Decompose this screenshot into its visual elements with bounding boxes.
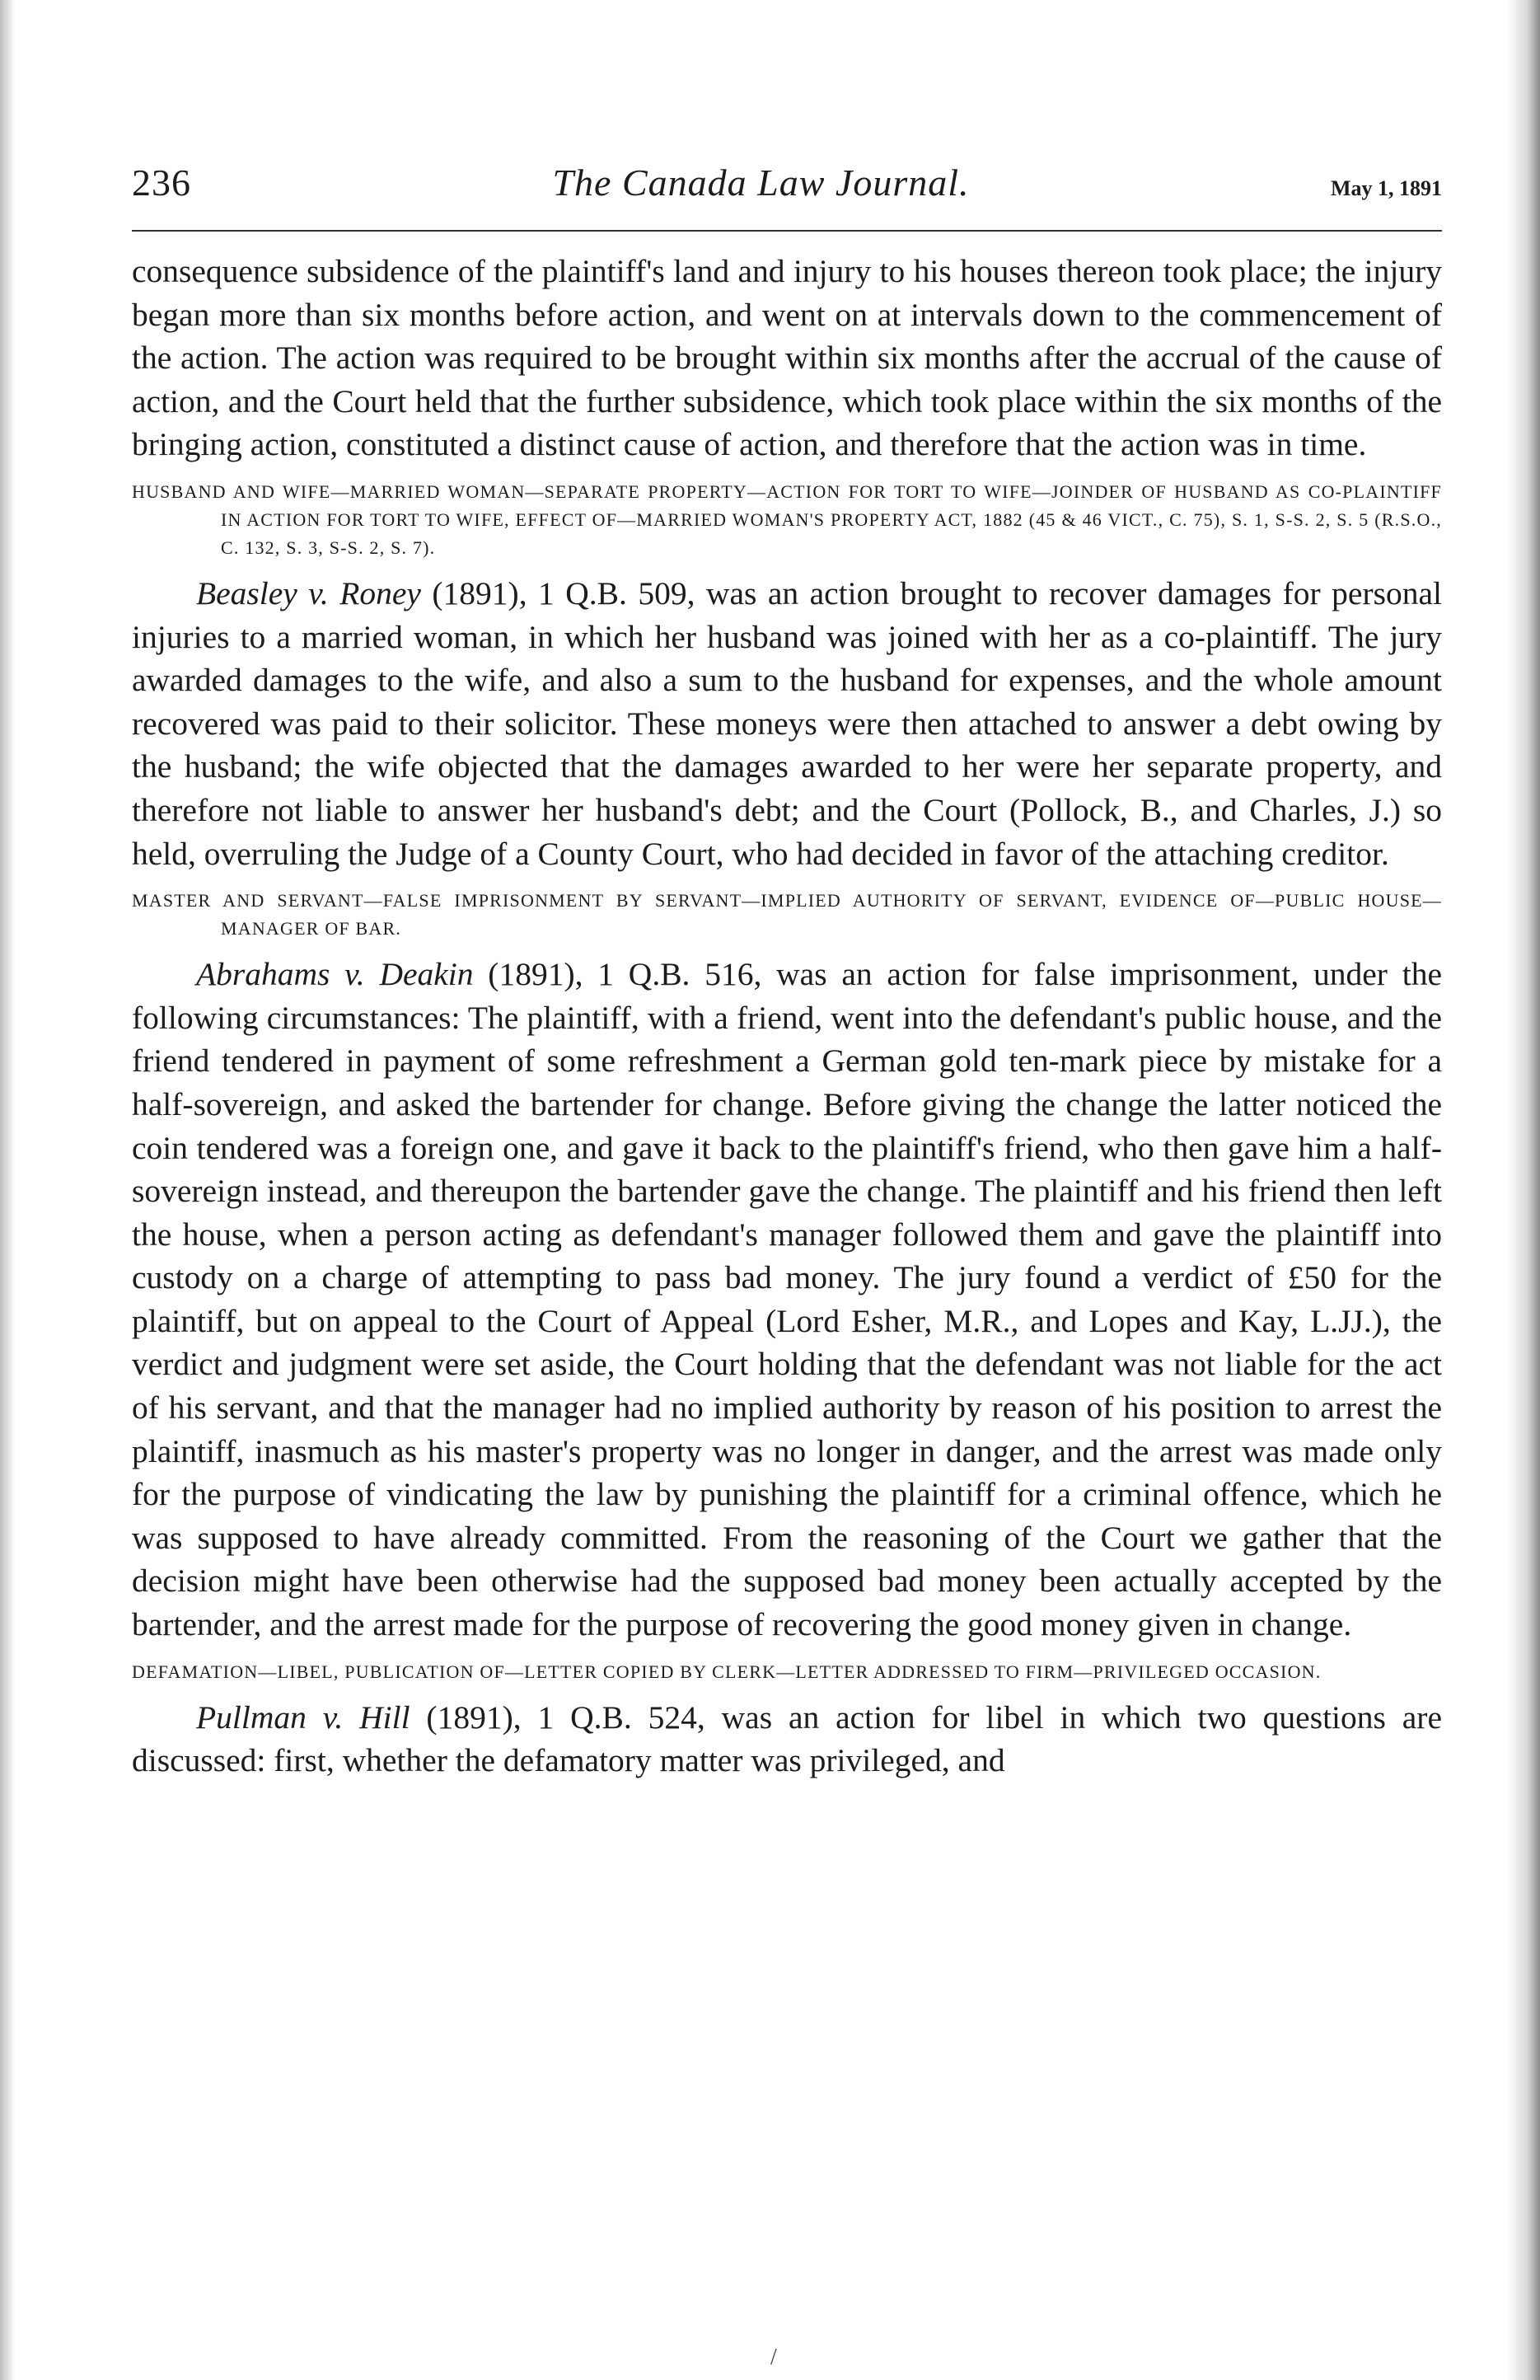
case-text-beasley: (1891), 1 Q.B. 509, was an action brought to recover damages for personal injuries to a married woman, in which her husband was joined with her as a co-plaintiff. The jury awarded damages to the wife, and also a sum to the husband for expenses, and the whole amount recovered was paid to their solicitor. These moneys were then attached to answer a debt owing by the husband; the wife objected that the damages awarded to her were her separate property, and therefore not liable to answer her husband's debt; and the Court (Pollock, B., and Charles, J.) so held, overruling the Judge of a County Court, who had decided in favor of the attaching creditor. xyxy=(132,574,1442,872)
case-text-pullman: (1891), 1 Q.B. 524, was an action for libel in which two questions are discussed: first, whether the defamatory matter was privileged, and xyxy=(132,1698,1442,1779)
case-paragraph-pullman xyxy=(132,1696,1442,1783)
case-paragraph-beasley xyxy=(132,572,1442,875)
page-left-edge xyxy=(0,0,15,2380)
journal-title: The Canada Law Journal. xyxy=(552,162,970,204)
issue-date: May 1, 1891 xyxy=(1330,176,1442,200)
page-number: 236 xyxy=(132,162,191,204)
section-heading-husband-and-wife: HUSBAND AND WIFE—MARRIED WOMAN—SEPARATE PROPERTY—ACTION FOR TORT TO WIFE—JOINDER OF HUSBAND AS CO-PLAINTIFF IN ACTION FOR TORT TO WIFE, EFFECT OF—MARRIED WOMAN'S PROPERTY ACT, 1882 (45 & 46 VICT., C. 75), S. 1, S-S. 2, S. 5 (R.S.O., C. 132, S. 3, S-S. 2, S. 7). xyxy=(132,480,1442,558)
case-text-abrahams: (1891), 1 Q.B. 516, was an action for false imprisonment, under the following circumstances: The plaintiff, with a friend, went into the defendant's public house, and the friend tendered in payment of some refreshment a German gold ten-mark piece by mistake for a half-sovereign, and asked the bartender for change. Before giving the change the latter noticed the coin tendered was a foreign one, and gave it back to the plaintiff's friend, who then gave him a half-sovereign instead, and thereupon the bartender gave the change. The plaintiff and his friend then left the house, when a person acting as defendant's manager followed them and gave the plaintiff into custody on a charge of attempting to pass bad money. The jury found a verdict of £50 for the plaintiff, but on appeal to the Court of Appeal (Lord Esher, M.R., and Lopes and Kay, L.JJ.), the verdict and judgment were set aside, the Court holding that the defendant was not liable for the act of his servant, and that the manager had no implied authority by reason of his position to arrest the plaintiff, inasmuch as his master's property was no longer in danger, and the arrest was made only for the purpose of vindicating the law by punishing the plaintiff for a criminal offence, which he was supposed to have already committed. From the reasoning of the Court we gather that the decision might have been otherwise had the supposed bad money been actually accepted by the bartender, and the arrest made for the purpose of recovering the good money given in change. xyxy=(132,956,1442,1643)
case-name-abrahams: Abrahams v. Deakin xyxy=(196,956,474,993)
section-heading-master-and-servant: MASTER AND SERVANT—FALSE IMPRISONMENT BY SERVANT—IMPLIED AUTHORITY OF SERVANT, EVIDENCE OF—PUBLIC HOUSE—MANAGER OF BAR. xyxy=(132,890,1442,939)
paragraph-continued: consequence subsidence of the plaintiff's land and injury to his houses thereon took place; the injury began more than six months before action, and went on at intervals down to the commencement of the action. The action was required to be brought within six months after the accrual of the cause of action, and the Court held that the further subsidence, which took place within the six months of the bringing action, constituted a distinct cause of action, and therefore that the action was in time. xyxy=(132,253,1442,463)
case-paragraph-abrahams xyxy=(132,953,1442,1647)
case-name-beasley: Beasley v. Roney xyxy=(196,574,421,611)
journal-page xyxy=(132,161,1442,1783)
header-rule xyxy=(132,230,1442,232)
page-binding-shadow xyxy=(1507,0,1540,2380)
case-name-pullman: Pullman v. Hill xyxy=(196,1698,410,1736)
section-heading-defamation: DEFAMATION—LIBEL, PUBLICATION OF—LETTER COPIED BY CLERK—LETTER ADDRESSED TO FIRM—PRIVILEGED OCCASION. xyxy=(132,1661,1322,1682)
bottom-stray-mark: / xyxy=(770,2345,777,2370)
running-head xyxy=(132,161,1442,218)
